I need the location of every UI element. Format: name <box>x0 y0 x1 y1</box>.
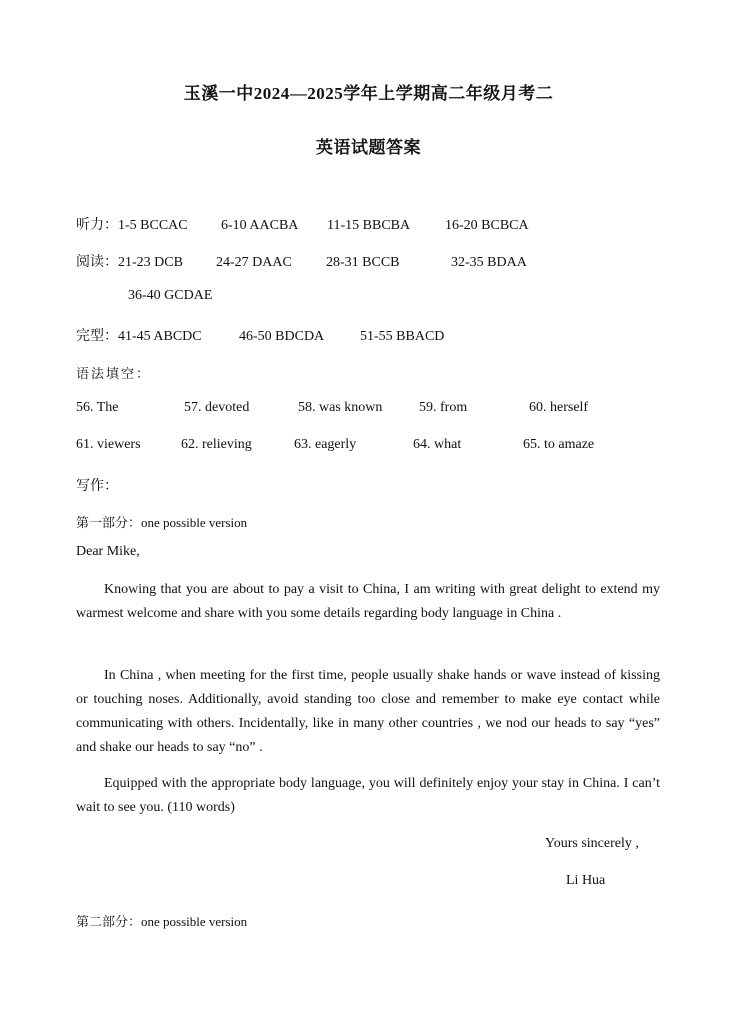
grammar-answer: 60. herself <box>529 400 589 415</box>
page-title: 玉溪一中2024—2025学年上学期高二年级月考二 <box>183 84 554 103</box>
answer-group: 16-20 BCBCA <box>445 218 529 233</box>
answer-group: 6-10 AACBA <box>221 218 299 233</box>
grammar-answer: 63. eagerly <box>294 437 357 452</box>
grammar-answer: 65. to amaze <box>523 437 595 452</box>
answer-group: 28-31 BCCB <box>326 255 400 270</box>
answer-group: 24-27 DAAC <box>216 255 292 270</box>
grammar-answer: 56. The <box>76 400 119 415</box>
cloze-label: 完型： <box>76 328 118 344</box>
grammar-answer: 62. relieving <box>181 437 252 452</box>
answer-group: 21-23 DCB <box>118 255 183 270</box>
grammar-answer: 58. was known <box>298 400 383 415</box>
reading-answers-cont: 36-40 GCDAE <box>128 288 213 303</box>
letter-paragraph: In China , when meeting for the first time, people usually shake hands or wave instead of kissing or touching noses. Additionally, avoid standing too close and remember to make eye contact while communicating with others. Incidentally, like in many other countries , we nod our heads to say “yes” and shake our heads to say “no” . <box>76 668 660 755</box>
listening-label: 听力： <box>76 217 118 233</box>
cloze-answers <box>76 325 444 345</box>
listening-answers <box>76 214 529 234</box>
grammar-answer: 61. viewers <box>76 437 141 452</box>
writing-label: 写作： <box>76 478 118 494</box>
grammar-label: 语法填空： <box>76 367 152 382</box>
answer-group: 46-50 BDCDA <box>239 329 325 344</box>
answer-group: 51-55 BBACD <box>360 329 445 344</box>
reading-label: 阅读： <box>76 254 118 270</box>
letter-paragraph: Equipped with the appropriate body language, you will definitely enjoy your stay in China. I can’t wait to see you. (110 words) <box>76 776 660 815</box>
part2-label: 第二部分：one possible version <box>76 914 248 929</box>
page-subtitle: 英语试题答案 <box>316 138 421 157</box>
grammar-answer: 64. what <box>413 437 462 452</box>
letter-signature: Li Hua <box>566 873 606 888</box>
answer-group: 32-35 BDAA <box>451 255 527 270</box>
letter-salutation: Dear Mike, <box>76 544 140 559</box>
answer-group: 1-5 BCCAC <box>118 218 188 233</box>
answer-group: 11-15 BBCBA <box>327 218 411 233</box>
grammar-answer: 59. from <box>419 400 468 415</box>
part1-label: 第一部分：one possible version <box>76 515 248 530</box>
grammar-answer: 57. devoted <box>184 400 250 415</box>
letter-paragraph: Knowing that you are about to pay a visit to China, I am writing with great delight to extend my warmest welcome and share with you some details regarding body language in China . <box>76 582 660 621</box>
reading-answers <box>76 251 527 271</box>
answer-group: 41-45 ABCDC <box>118 329 202 344</box>
letter-closing: Yours sincerely , <box>545 836 639 851</box>
